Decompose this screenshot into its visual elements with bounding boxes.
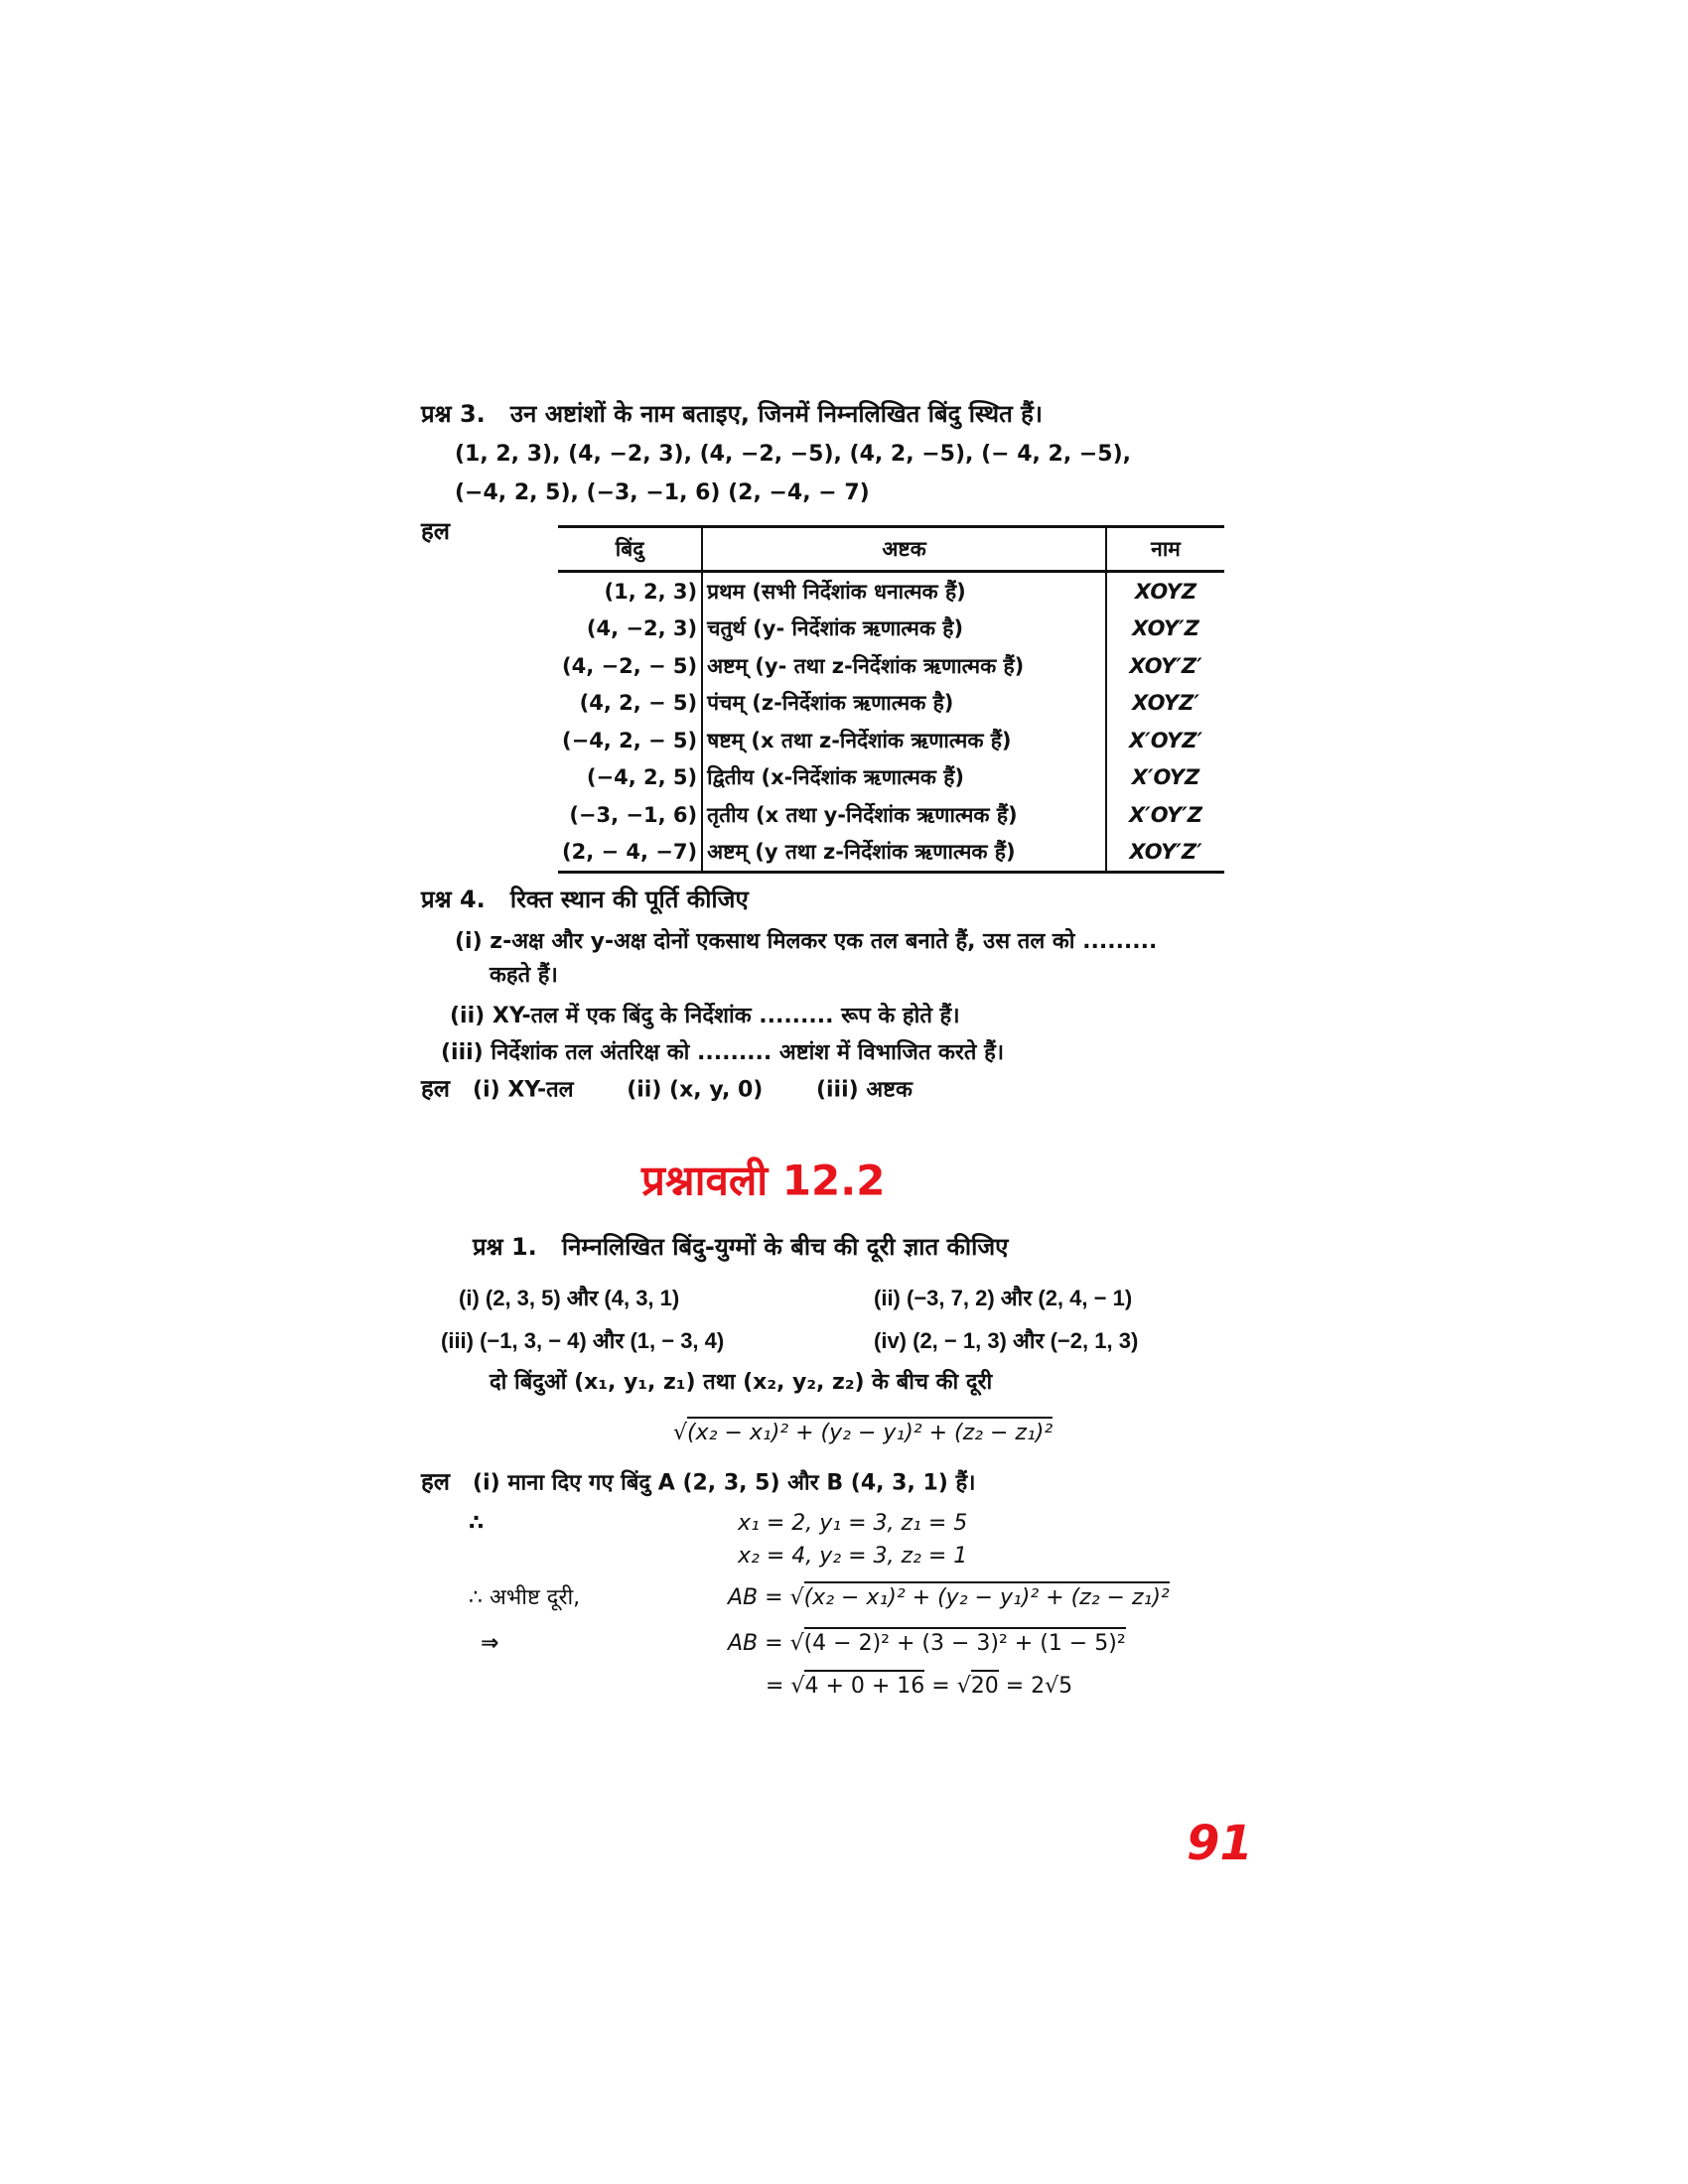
equals: = <box>766 1674 784 1699</box>
header-name: नाम <box>1106 527 1224 572</box>
ab-sub-radicand: (4 − 2)² + (3 − 3)² + (1 − 5)² <box>804 1627 1126 1656</box>
point-cell: (−4, 2, 5) <box>586 765 698 790</box>
q4-part-iii: (iii) निर्देशांक तल अंतरिक्ष को ......... अष्टांश में विभाजित करते हैं। <box>441 1040 1005 1065</box>
point-cell: (4, −2, − 5) <box>562 653 698 678</box>
name-cell: XOY′Z′ <box>1129 653 1202 678</box>
q4-part-i-cont: कहते हैं। <box>490 963 558 988</box>
q1-text: निम्नलिखित बिंदु-युग्मों के बीच की दूरी ज्ञात कीजिए <box>561 1233 1009 1261</box>
exercise-title: प्रश्नावली 12.2 <box>641 1156 886 1205</box>
page-number: 91 <box>1187 1816 1253 1871</box>
octant-cell: तृतीय (x तथा y-निर्देशांक ऋणात्मक हैं) <box>702 796 1106 834</box>
values-point-b: x₂ = 4, y₂ = 3, z₂ = 1 <box>738 1544 968 1569</box>
ab-formula: AB = √(x₂ − x₁)² + (y₂ − y₁)² + (z₂ − z₁)² <box>728 1587 1170 1609</box>
table-row <box>558 647 1224 685</box>
name-cell: X′OY′Z <box>1128 802 1203 827</box>
solution-intro-text: (i) माना दिए गए बिंदु A (2, 3, 5) और B (4, 3, 1) हैं। <box>473 1470 976 1496</box>
ab-result: = √4 + 0 + 16 = √20 = 2√5 <box>766 1676 1072 1698</box>
q1-part-ii: (ii) (−3, 7, 2) और (2, 4, − 1) <box>874 1286 1133 1310</box>
therefore-symbol: ∴ <box>469 1511 485 1536</box>
distance-formula: √(x₂ − x₁)² + (y₂ − y₁)² + (z₂ − z₁)² <box>673 1423 1053 1444</box>
q4-solution <box>421 1074 913 1103</box>
table-row <box>558 796 1224 834</box>
q4-label: प्रश्न 4. <box>421 886 486 913</box>
octant-cell: अष्टम् (y- तथा z-निर्देशांक ऋणात्मक हैं) <box>702 647 1106 685</box>
q4-part-i: (i) z-अक्ष और y-अक्ष दोनों एकसाथ मिलकर एक तल बनाते हैं, उस तल को ......... <box>455 929 1158 954</box>
name-cell: XOYZ′ <box>1132 691 1199 716</box>
table-row <box>558 685 1224 723</box>
ab-equals: AB = <box>728 1631 783 1656</box>
implies-symbol: ⇒ <box>481 1631 499 1656</box>
q1-part-iv: (iv) (2, − 1, 3) और (−2, 1, 3) <box>874 1328 1139 1353</box>
q3-solution-label: हल <box>421 517 451 545</box>
q1-solution-label: हल <box>421 1467 451 1496</box>
sum-radicand: 4 + 0 + 16 <box>804 1670 924 1699</box>
q3-points-line2: (−4, 2, 5), (−3, −1, 6) (2, −4, − 7) <box>455 480 870 505</box>
header-octant: अष्टक <box>702 527 1106 572</box>
q1-label: प्रश्न 1. <box>473 1233 537 1261</box>
q1-heading <box>473 1235 1008 1259</box>
octant-cell: षष्टम् (x तथा z-निर्देशांक ऋणात्मक हैं) <box>702 722 1106 759</box>
sqrt-20: 20 <box>971 1670 999 1699</box>
table-row <box>558 611 1224 648</box>
name-cell: X′OYZ′ <box>1128 728 1203 752</box>
final-result: = 2√5 <box>1005 1674 1073 1699</box>
table-body <box>558 572 1224 873</box>
q1-part-i: (i) (2, 3, 5) और (4, 3, 1) <box>459 1286 680 1310</box>
values-point-a: x₁ = 2, y₁ = 3, z₁ = 5 <box>738 1511 968 1536</box>
octant-cell: प्रथम (सभी निर्देशांक धनात्मक हैं) <box>702 572 1106 611</box>
point-cell: (4, −2, 3) <box>586 616 698 641</box>
octant-cell: पंचम् (z-निर्देशांक ऋणात्मक है) <box>702 685 1106 723</box>
q3-label: प्रश्न 3. <box>421 400 486 428</box>
name-cell: XOY′Z <box>1132 616 1199 641</box>
table-row <box>558 722 1224 759</box>
name-cell: XOY′Z′ <box>1129 840 1202 865</box>
formula-intro: दो बिंदुओं (x₁, y₁, z₁) तथा (x₂, y₂, z₂) के बीच की दूरी <box>490 1370 993 1395</box>
ab-equals: AB = <box>728 1585 783 1610</box>
table-row <box>558 759 1224 797</box>
q1-solution-intro <box>421 1467 976 1496</box>
name-cell: X′OYZ <box>1131 765 1200 790</box>
point-cell: (−3, −1, 6) <box>569 802 698 827</box>
octant-cell: चतुर्थ (y- निर्देशांक ऋणात्मक है) <box>702 611 1106 648</box>
table-row <box>558 572 1224 611</box>
q4-answer-i: (i) XY-तल <box>473 1077 574 1103</box>
octant-cell: द्वितीय (x-निर्देशांक ऋणात्मक हैं) <box>702 759 1106 797</box>
ab-substituted: AB = √(4 − 2)² + (3 − 3)² + (1 − 5)² <box>728 1633 1126 1655</box>
q4-answer-ii: (ii) (x, y, 0) <box>627 1077 764 1103</box>
name-cell: XOYZ <box>1134 579 1197 604</box>
q3-points-line1: (1, 2, 3), (4, −2, 3), (4, −2, −5), (4, 2, −5), (− 4, 2, −5), <box>455 442 1132 467</box>
q4-text: रिक्त स्थान की पूर्ति कीजिए <box>509 886 749 913</box>
equals: = <box>931 1674 950 1699</box>
formula-radicand: (x₂ − x₁)² + (y₂ − y₁)² + (z₂ − z₁)² <box>687 1417 1053 1445</box>
point-cell: (1, 2, 3) <box>604 579 698 604</box>
header-point: बिंदु <box>558 527 702 572</box>
point-cell: (2, − 4, −7) <box>562 840 698 865</box>
required-distance-label: ∴ अभीष्ट दूरी, <box>469 1585 581 1610</box>
q1-part-iii: (iii) (−1, 3, − 4) और (1, − 3, 4) <box>441 1328 725 1353</box>
q3-heading <box>421 402 1043 426</box>
octant-table <box>558 525 1224 874</box>
q3-text: उन अष्टांशों के नाम बताइए, जिनमें निम्नलिखित बिंदु स्थित हैं। <box>509 400 1043 428</box>
q4-solution-label: हल <box>421 1074 451 1103</box>
ab-radicand: (x₂ − x₁)² + (y₂ − y₁)² + (z₂ − z₁)² <box>804 1581 1170 1610</box>
table-row <box>558 834 1224 873</box>
q4-part-ii: (ii) XY-तल में एक बिंदु के निर्देशांक ......... रूप के होते हैं। <box>450 1004 960 1028</box>
point-cell: (−4, 2, − 5) <box>562 728 698 752</box>
point-cell: (4, 2, − 5) <box>579 691 698 716</box>
octant-cell: अष्टम् (y तथा z-निर्देशांक ऋणात्मक हैं) <box>702 834 1106 873</box>
q4-heading <box>421 887 749 911</box>
q4-answer-iii: (iii) अष्टक <box>815 1077 913 1103</box>
